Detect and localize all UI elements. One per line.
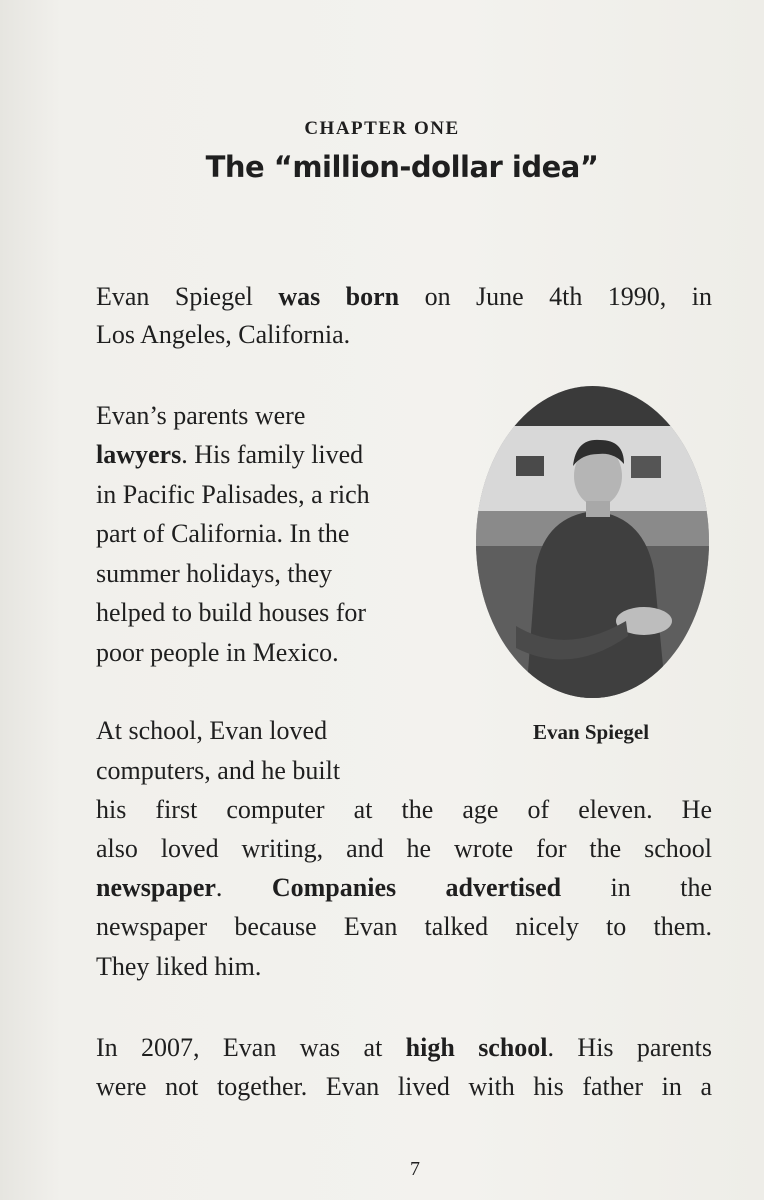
bold-term: lawyers (96, 440, 182, 469)
bold-term: high school (405, 1033, 548, 1062)
paragraph-2-line-3: in Pacific Palisades, a rich (96, 480, 370, 509)
paragraph-2-line-5: summer holidays, they (96, 559, 333, 588)
paragraph-2-line-1: Evan’s parents were (96, 401, 306, 430)
paragraph-3-line-6: newspaper because Evan talked nicely to them. (96, 912, 712, 941)
paragraph-2-line-7: poor people in Mexico. (96, 638, 339, 667)
paragraph-3-line-3: his first computer at the age of eleven. He (96, 795, 712, 824)
page-number: 7 (410, 1158, 420, 1180)
paragraph-3-line-1: At school, Evan loved (96, 716, 328, 745)
paragraph-3-line-7: They liked him. (96, 952, 262, 981)
portrait-illustration (476, 386, 709, 698)
chapter-label: CHAPTER ONE (304, 118, 460, 139)
bold-term: was born (278, 282, 400, 311)
bold-term: newspaper (96, 873, 216, 902)
paragraph-3-line-4: also loved writing, and he wrote for the school (96, 834, 712, 863)
paragraph-4-line-1: In 2007, Evan was at high school. His parents (96, 1033, 712, 1062)
paragraph-2-line-4: part of California. In the (96, 519, 350, 548)
paragraph-2-line-2: lawyers. His family lived (96, 440, 364, 469)
paragraph-1-line-1: Evan Spiegel was born on June 4th 1990, in (96, 282, 712, 311)
evan-spiegel-photo (476, 386, 709, 698)
paragraph-2-line-6: helped to build houses for (96, 598, 367, 627)
chapter-title: The “million-dollar idea” (205, 150, 599, 184)
paragraph-3-line-2: computers, and he built (96, 756, 341, 785)
paragraph-3-line-5: newspaper. Companies advertised in the (96, 873, 712, 902)
paragraph-1-line-2: Los Angeles, California. (96, 320, 351, 349)
photo-caption: Evan Spiegel (532, 720, 650, 744)
paragraph-4-line-2: were not together. Evan lived with his father in a (96, 1072, 712, 1101)
bold-term: Companies advertised (271, 873, 562, 902)
